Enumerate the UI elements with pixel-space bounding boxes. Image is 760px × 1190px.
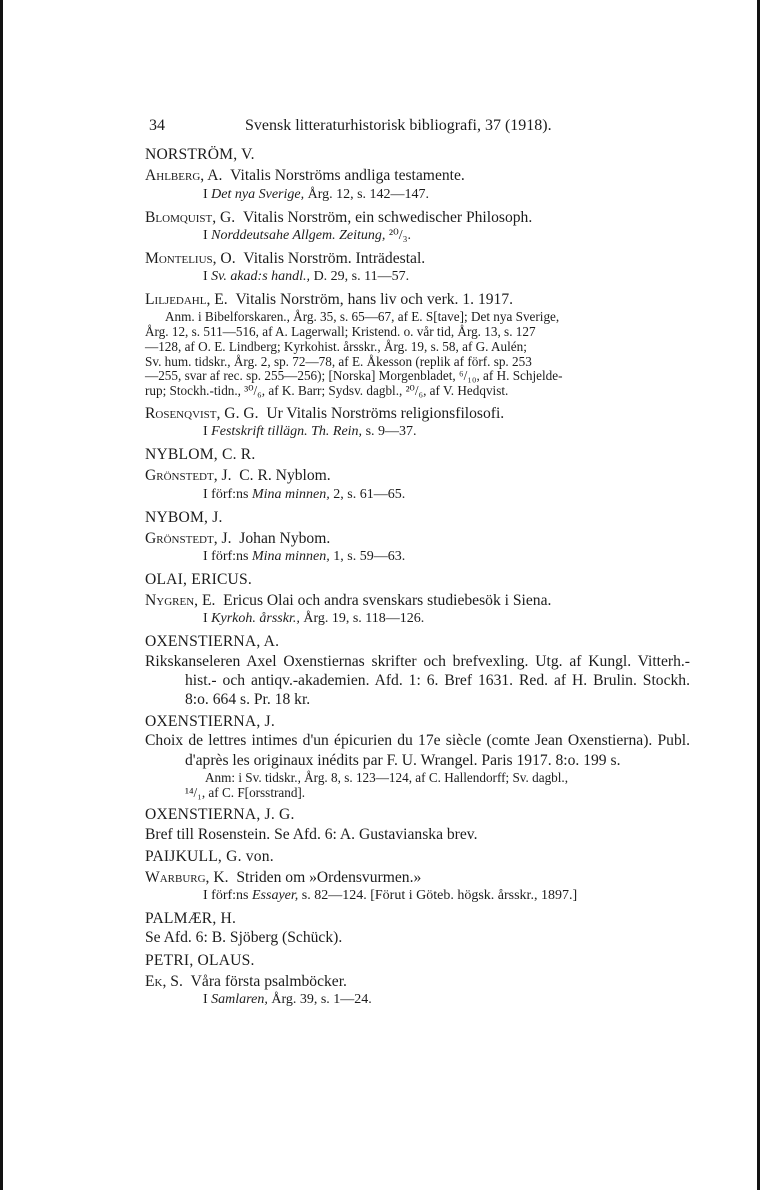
section-heading: NYBOM, J. bbox=[145, 508, 223, 526]
section-oxenstierna-jg bbox=[145, 805, 690, 843]
entry bbox=[145, 249, 690, 268]
entry-paragraph: Rikskanseleren Axel Oxenstiernas skrifter och brefvexling. Utg. af Kungl. Vitterh.- hist.- och antiqv.-akademien. Afd. 1: 6. Bref 1631. Red. af H. Brulin. Stockh. 8:o. 664 s. Pr. 18 kr. bbox=[145, 652, 690, 709]
entry-title: Vitalis Norström. Inträdestal. bbox=[243, 249, 426, 267]
entry-title: Vitalis Norströms andliga testamente. bbox=[230, 167, 465, 185]
entry-title: Våra första psalmböcker. bbox=[190, 972, 347, 990]
entry-title: Vitalis Norström, ein schwedischer Philosoph. bbox=[243, 208, 533, 226]
section-heading: OXENSTIERNA, J. G. bbox=[145, 806, 295, 824]
review-note-line: Anm. i Bibelforskaren., Årg. 35, s. 65—67, af E. S[tave]; Det nya Sverige, bbox=[165, 309, 560, 325]
entry-paragraph: Se Afd. 6: B. Sjöberg (Schück). bbox=[145, 929, 343, 947]
entry-source: I Festskrift tillägn. Th. Rein, s. 9—37. bbox=[203, 424, 417, 440]
entry-title: Vitalis Norström, hans liv och verk. 1. 1917. bbox=[235, 291, 514, 309]
section-heading: PALMÆR, H. bbox=[145, 910, 237, 928]
review-note-line: —255, svar af rec. sp. 255—256); [Norska] Morgenbladet, ⁶/₁₀, af H. Schjelde- bbox=[145, 368, 563, 384]
section-heading: NORSTRÖM, V. bbox=[145, 146, 255, 164]
entry bbox=[145, 868, 690, 887]
review-note-line: —128, af O. E. Lindberg; Kyrkohist. årsskr., Årg. 19, s. 58, af G. Aulén; bbox=[145, 338, 527, 354]
entry-source: I förf:ns Mina minnen, 2, s. 61—65. bbox=[203, 486, 406, 502]
entry bbox=[145, 290, 690, 309]
review-notes bbox=[145, 771, 690, 801]
entry-author: Blomquist, G. bbox=[145, 208, 236, 226]
review-notes bbox=[145, 310, 690, 399]
entry bbox=[145, 591, 690, 610]
section-oxenstierna-a bbox=[145, 632, 690, 709]
review-note-line: Anm: i Sv. tidskr., Årg. 8, s. 123—124, af C. Hallendorff; Sv. dagbl., bbox=[205, 769, 569, 785]
review-note-line: rup; Stockh.-tidn., ³⁰/₆, af K. Barr; Sydsv. dagbl., ²⁰/₆, af V. Hedqvist. bbox=[145, 383, 509, 399]
entry-title: Johan Nybom. bbox=[239, 529, 331, 547]
entry-source: I Samlaren, Årg. 39, s. 1—24. bbox=[203, 992, 372, 1008]
running-header bbox=[149, 116, 690, 135]
entry bbox=[145, 404, 690, 423]
entry-source: I förf:ns Mina minnen, 1, s. 59—63. bbox=[203, 549, 406, 565]
entry-source: I Kyrkoh. årsskr., Årg. 19, s. 118—126. bbox=[203, 611, 425, 627]
section-nybom bbox=[145, 508, 690, 566]
review-note-line: Sv. hum. tidskr., Årg. 2, sp. 72—78, af E. Åkesson (replik af förf. sp. 253 bbox=[145, 353, 532, 369]
entry-author: Nygren, E. bbox=[145, 592, 216, 610]
entry-source: I Det nya Sverige, Årg. 12, s. 142—147. bbox=[203, 186, 430, 202]
section-heading: OLAI, ERICUS. bbox=[145, 571, 252, 589]
entry-paragraph: Bref till Rosenstein. Se Afd. 6: A. Gustavianska brev. bbox=[145, 825, 478, 843]
entry-title: Ur Vitalis Norströms religionsfilosofi. bbox=[266, 405, 505, 422]
section-palmaer bbox=[145, 909, 690, 947]
entry-title: Striden om »Ordensvurmen.» bbox=[236, 869, 422, 887]
entry bbox=[145, 529, 690, 548]
section-paijkull bbox=[145, 847, 690, 905]
entry-author: Ahlberg, A. bbox=[145, 167, 223, 185]
document-page bbox=[145, 116, 690, 1013]
entry-author: Rosenqvist, G. G. bbox=[145, 405, 259, 422]
entry-source: I förf:ns Essayer, s. 82—124. [Förut i Göteb. högsk. årsskr., 1897.] bbox=[203, 888, 578, 904]
section-heading: PAIJKULL, G. von. bbox=[145, 847, 274, 865]
entry-paragraph: Choix de lettres intimes d'un épicurien du 17e siècle (comte Jean Oxenstierna). Publ. d'après les originaux inédits par F. U. Wrangel. Paris 1917. 8:o. 199 s. bbox=[145, 732, 690, 769]
section-heading: PETRI, OLAUS. bbox=[145, 951, 255, 969]
entry-author: Liljedahl, E. bbox=[145, 291, 228, 309]
section-petri bbox=[145, 951, 690, 1009]
entry-author: Montelius, O. bbox=[145, 249, 236, 267]
entry-author: Grönstedt, J. bbox=[145, 467, 232, 485]
left-scan-edge bbox=[0, 0, 3, 1190]
review-note-line: ¹⁴/₁, af C. F[orsstrand]. bbox=[185, 784, 306, 800]
entry bbox=[145, 466, 690, 485]
section-nyblom bbox=[145, 445, 690, 503]
review-note-line: Årg. 12, s. 511—516, af A. Lagerwall; Kristend. o. vår tid, Årg. 13, s. 127 bbox=[145, 324, 536, 340]
entry-author: Grönstedt, J. bbox=[145, 529, 232, 547]
section-heading: NYBLOM, C. R. bbox=[145, 446, 256, 464]
section-norstrom bbox=[145, 145, 690, 441]
entry bbox=[145, 166, 690, 185]
entry-author: Ek, S. bbox=[145, 972, 183, 990]
entry-source: I Sv. akad:s handl., D. 29, s. 11—57. bbox=[203, 269, 410, 285]
section-oxenstierna-j bbox=[145, 712, 690, 800]
running-title: Svensk litteraturhistorisk bibliografi, 37 (1918). bbox=[245, 117, 552, 134]
entry-title: Ericus Olai och andra svenskars studiebesök i Siena. bbox=[223, 592, 552, 610]
section-olai bbox=[145, 570, 690, 628]
page-number: 34 bbox=[149, 117, 165, 134]
entry-author: Warburg, K. bbox=[145, 869, 229, 887]
section-heading: OXENSTIERNA, A. bbox=[145, 633, 280, 651]
entry-title: C. R. Nyblom. bbox=[239, 467, 331, 485]
entry bbox=[145, 208, 690, 227]
entry-source: I Norddeutsahe Allgem. Zeitung, ²⁰/₃. bbox=[203, 227, 411, 243]
entry bbox=[145, 972, 690, 991]
section-heading: OXENSTIERNA, J. bbox=[145, 713, 275, 731]
